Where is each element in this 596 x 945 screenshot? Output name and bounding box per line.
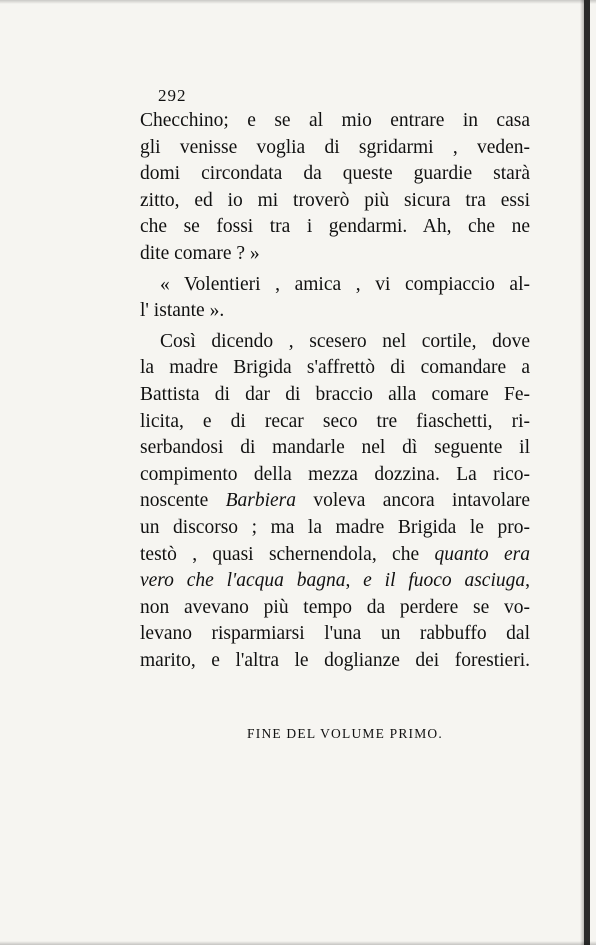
body-text <box>140 108 530 674</box>
text-line <box>140 329 530 356</box>
text-line <box>140 214 530 241</box>
text-span: compimento della mezza dozzina. La rico- <box>140 463 530 485</box>
text-span: testò , quasi schernendola, che <box>140 543 435 565</box>
volume-ending-text: FINE DEL VOLUME PRIMO. <box>247 726 443 741</box>
text-line <box>140 241 530 268</box>
text-line <box>140 135 530 162</box>
italic-text: vero che l'acqua bagna <box>140 570 346 592</box>
text-line <box>140 409 530 436</box>
text-line <box>140 595 530 622</box>
text-line <box>140 542 530 569</box>
text-line <box>140 188 530 215</box>
text-span: serbandosi di mandarle nel dì seguente il <box>140 437 530 459</box>
text-span: che se fossi tra i gendarmi. Ah, che ne <box>140 216 530 238</box>
text-block <box>140 86 530 674</box>
text-span: zitto, ed io mi troverò più sicura tra essi <box>140 189 530 211</box>
text-span: la madre Brigida s'affrettò di comandare a <box>140 357 530 379</box>
text-line <box>140 382 530 409</box>
italic-text: e il fuoco asciuga <box>363 570 526 592</box>
text-line <box>140 568 530 595</box>
text-span: l' istante ». <box>140 300 225 322</box>
text-span: marito, e l'altra le doglianze dei forestieri. <box>140 649 530 671</box>
text-span: levano risparmiarsi l'una un rabbuffo dal <box>140 623 530 645</box>
text-span: licita, e di recar seco tre fiaschetti, ri- <box>140 410 530 432</box>
text-line <box>140 621 530 648</box>
text-span: domi circondata da queste guardie starà <box>140 163 530 185</box>
text-line <box>140 435 530 462</box>
text-span: non avevano più tempo da perdere se vo- <box>140 596 530 618</box>
text-line <box>140 488 530 515</box>
text-line <box>140 161 530 188</box>
text-span: noscente <box>140 490 226 512</box>
page-bottom-shadow <box>0 941 596 945</box>
text-line <box>140 462 530 489</box>
italic-text: quanto era <box>434 543 530 565</box>
text-span: « Volentieri , amica , vi compiaccio al- <box>160 273 530 295</box>
text-span: , <box>345 570 364 592</box>
volume-ending <box>140 726 530 742</box>
page-top-shadow <box>0 0 596 4</box>
text-span: gli venisse voglia di sgridarmi , veden- <box>140 136 530 158</box>
italic-text: Barbiera <box>225 490 297 512</box>
text-span: dite comare ? » <box>140 242 260 264</box>
text-line <box>140 515 530 542</box>
text-span: , <box>525 570 530 592</box>
text-line <box>140 355 530 382</box>
text-span: voleva ancora intavolare <box>296 490 530 512</box>
text-line <box>140 108 530 135</box>
text-line <box>140 298 530 325</box>
page-number: 292 <box>158 86 187 105</box>
text-span: Checchino; e se al mio entrare in casa <box>140 110 530 131</box>
text-line <box>140 272 530 299</box>
text-span: un discorso ; ma la madre Brigida le pro- <box>140 516 530 538</box>
page-binding-edge <box>584 0 590 945</box>
text-span: Così dicendo , scesero nel cortile, dove <box>160 330 530 352</box>
text-span: Battista di dar di braccio alla comare Fe- <box>140 383 530 405</box>
text-line <box>140 648 530 675</box>
